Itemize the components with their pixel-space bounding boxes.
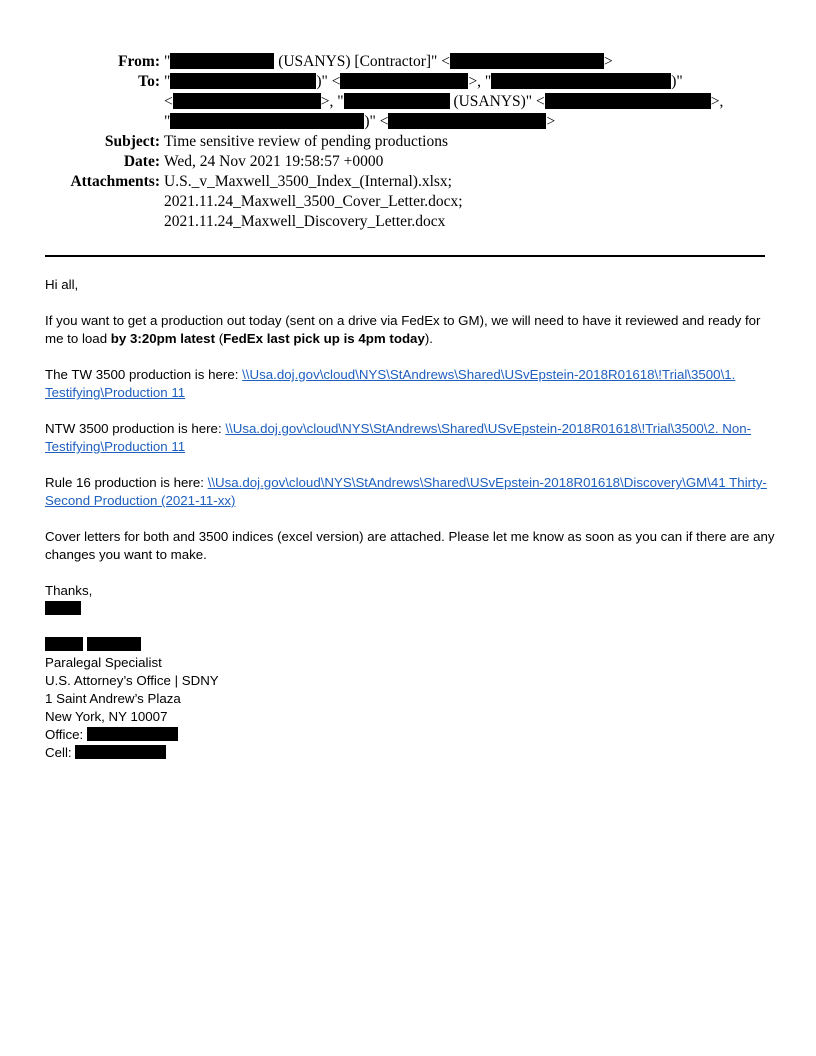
email-body (45, 276, 775, 762)
greeting: Hi all, (45, 277, 79, 292)
paragraph-tw-3500 (45, 366, 775, 402)
ntw-3500-link[interactable]: \\Usa.doj.gov\cloud\NYS\StAndrews\Shared\USvEpstein-2018R01618\!Trial\3500\2. Non-Testifying\Production 11 (45, 421, 752, 454)
redaction-block (340, 73, 468, 89)
to-line (164, 72, 816, 92)
signature-address-1: 1 Saint Andrew’s Plaza (45, 691, 181, 706)
to-text: >, (710, 93, 724, 110)
to-value (164, 72, 816, 132)
cell-label: Cell: (45, 745, 76, 760)
header-divider (45, 255, 765, 257)
signature-office: U.S. Attorney’s Office | SDNY (45, 673, 219, 688)
deadline-bold: by 3:20pm latest (110, 331, 215, 346)
email-header (0, 52, 816, 232)
body-text: Rule 16 production is here: (45, 475, 208, 490)
to-text: >, " (468, 73, 492, 90)
attachments-list (164, 172, 816, 232)
redaction-block (173, 93, 321, 109)
attachments-label: Attachments: (70, 173, 160, 190)
to-text: >, " (320, 93, 344, 110)
redaction-block (170, 113, 364, 129)
attachment-item[interactable]: 2021.11.24_Maxwell_Discovery_Letter.docx (164, 213, 446, 230)
body-text: If you want to get a production out today (sent on a drive via FedEx to GM), we will need to have it reviewed and ready for me to load (45, 313, 761, 346)
redaction-block (450, 53, 604, 69)
cell-phone-line (45, 744, 775, 762)
redaction-block (545, 93, 711, 109)
attachments-row (0, 172, 816, 232)
office-label: Office: (45, 727, 87, 742)
rule-16-link[interactable]: \\Usa.doj.gov\cloud\NYS\StAndrews\Shared\USvEpstein-2018R01618\Discovery\GM\41 Thirty-Second Production (2021-11-xx) (45, 475, 767, 508)
redaction-block (87, 727, 178, 741)
redaction-block (491, 73, 671, 89)
redaction-block (75, 745, 166, 759)
tw-3500-link[interactable]: \\Usa.doj.gov\cloud\NYS\StAndrews\Shared\USvEpstein-2018R01618\!Trial\3500\1. Testifying\Production 11 (45, 367, 736, 400)
redaction-block (87, 637, 141, 651)
redaction-block (170, 73, 316, 89)
to-text: > (546, 113, 556, 130)
to-text: (USANYS)" < (449, 93, 545, 110)
redaction-block (45, 637, 83, 651)
subject-value: Time sensitive review of pending productions (164, 133, 448, 150)
to-text: < (164, 93, 173, 110)
body-text: NTW 3500 production is here: (45, 421, 226, 436)
to-text: )" (671, 73, 683, 90)
date-row (0, 152, 816, 172)
redaction-block (344, 93, 450, 109)
pickup-bold: FedEx last pick up is 4pm today (223, 331, 425, 346)
signature-address-2: New York, NY 10007 (45, 709, 168, 724)
to-row (0, 72, 816, 132)
attachment-item[interactable]: 2021.11.24_Maxwell_3500_Cover_Letter.docx; (164, 193, 463, 210)
attachment-item[interactable]: U.S._v_Maxwell_3500_Index_(Internal).xlsx; (164, 173, 452, 190)
signature-name-line (45, 600, 775, 618)
redaction-block (388, 113, 546, 129)
body-text: The TW 3500 production is here: (45, 367, 243, 382)
from-text: (USANYS) [Contractor]" < (274, 53, 450, 70)
office-phone-line (45, 726, 775, 744)
signature-block (45, 582, 775, 762)
from-text: " (164, 53, 171, 70)
to-text: )" < (316, 73, 341, 90)
date-label: Date: (123, 153, 160, 170)
to-text: " (164, 73, 171, 90)
subject-label: Subject: (104, 133, 160, 150)
to-line (164, 92, 816, 112)
blank-line (45, 618, 775, 636)
date-value: Wed, 24 Nov 2021 19:58:57 +0000 (164, 153, 384, 170)
to-line (164, 112, 816, 132)
signature-fullname-line (45, 636, 775, 654)
closing: Thanks, (45, 583, 93, 598)
from-value (164, 52, 816, 72)
paragraph-rule-16 (45, 474, 775, 510)
body-text: ( (215, 331, 224, 346)
to-label: To: (138, 73, 160, 90)
body-text: ). (424, 331, 433, 346)
signature-title: Paralegal Specialist (45, 655, 162, 670)
paragraph-deadline (45, 312, 775, 348)
subject-row (0, 132, 816, 152)
paragraph-ntw-3500 (45, 420, 775, 456)
from-text: > (603, 53, 613, 70)
from-row (0, 52, 816, 72)
redaction-block (45, 601, 81, 615)
from-label: From: (118, 53, 160, 70)
to-text: " (164, 113, 171, 130)
redaction-block (170, 53, 274, 69)
paragraph-cover-letters: Cover letters for both and 3500 indices (excel version) are attached. Please let me know as soon as you can if there are any changes you want to make. (45, 529, 775, 562)
to-text: )" < (364, 113, 389, 130)
